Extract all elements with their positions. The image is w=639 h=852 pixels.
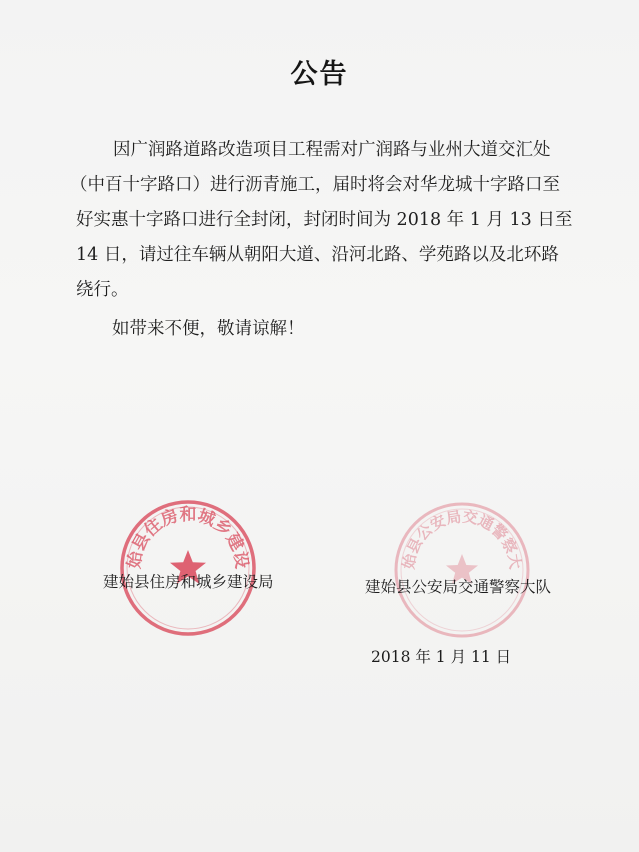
signatory-right: 建始县公安局交通警察大队 xyxy=(365,578,552,596)
paragraph-line: 好实惠十字路口进行全封闭，封闭时间为 2018 年 1 月 13 日至 xyxy=(76,210,573,230)
seal-text: 建始县住房和城乡建设局 xyxy=(109,483,252,570)
notice-body xyxy=(70,133,573,308)
paragraph-line: （中百十字路口）进行沥青施工，届时将会对华龙城十字路口至 xyxy=(70,175,560,195)
official-seal-housing-bureau xyxy=(109,483,258,638)
signatory-left: 建始县住房和城乡建设局 xyxy=(103,573,274,591)
paragraph-line: 14 日，请过往车辆从朝阳大道、沿河北路、学苑路以及北环路 xyxy=(76,245,559,265)
official-seal-traffic-police xyxy=(384,486,532,640)
paragraph-line: 绕行。 xyxy=(76,280,129,300)
seal-text: 建始县公安局交通警察大队 xyxy=(384,486,525,571)
notice-title: 公告 xyxy=(290,59,349,90)
notice-date: 2018 年 1 月 11 日 xyxy=(371,648,512,666)
courtesy-line: 如带来不便，敬请谅解！ xyxy=(112,319,305,339)
paragraph-line: 因广润路道路改造项目工程需对广润路与业州大道交汇处 xyxy=(113,140,551,160)
